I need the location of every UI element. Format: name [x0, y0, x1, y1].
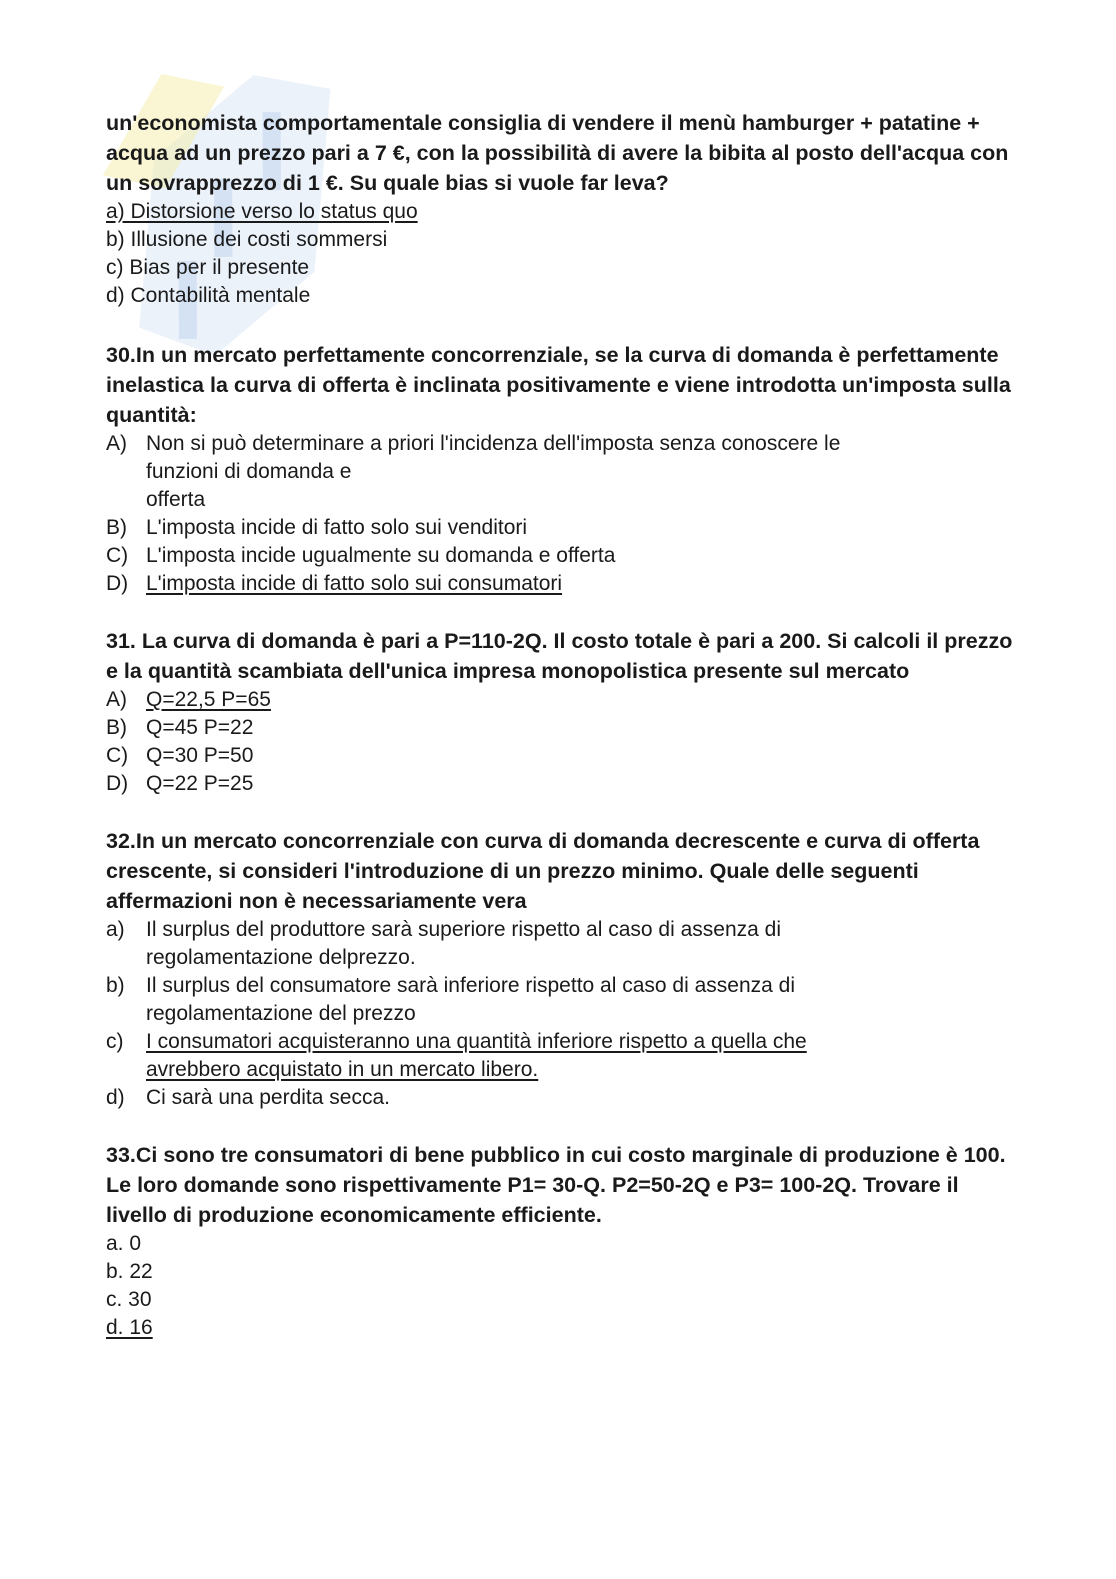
option-a: a. 0 — [106, 1232, 142, 1255]
option-c: c. 30 — [106, 1288, 152, 1311]
option-line: Il surplus del produttore sarà superiore rispetto al caso di assenza di — [146, 918, 782, 941]
option-d: d) Contabilità mentale — [106, 284, 311, 307]
option-text — [146, 1028, 1016, 1084]
option-marker: a) — [106, 918, 125, 941]
option-text: Ci sarà una perdita secca. — [146, 1086, 390, 1109]
option-text: L'imposta incide di fatto solo sui venditori — [146, 516, 528, 539]
option-marker: A) — [106, 688, 127, 711]
option-a-correct — [106, 686, 1016, 714]
options-list — [106, 1230, 1016, 1342]
option-b — [106, 514, 1016, 542]
option-b: b. 22 — [106, 1260, 153, 1283]
question-text: un'economista comportamentale consiglia di vendere il menù hamburger + patatine + acqua ad un prezzo pari a 7 €, con la possibilità di avere la bibita al posto dell'acqua con un sovrapprezzo di 1 €. Su quale bias si vuole far leva? — [106, 111, 1009, 195]
option-text: Q=22,5 P=65 — [146, 688, 271, 711]
option-b — [106, 714, 1016, 742]
option-b — [106, 972, 1016, 1028]
option-marker: b) — [106, 974, 125, 997]
option-line: regolamentazione delprezzo. — [146, 946, 416, 969]
question-text: 30.In un mercato perfettamente concorrenziale, se la curva di domanda è perfettamente inelastica la curva di offerta è inclinata positivamente e viene introdotta un'imposta sulla quantità: — [106, 343, 1011, 427]
question-text: 33.Ci sono tre consumatori di bene pubblico in cui costo marginale di produzione è 100. Le loro domande sono rispettivamente P1= 30-Q. P2=50-2Q e P3= 100-2Q. Trovare il livello di produzione economicamente efficiente. — [106, 1143, 1006, 1227]
options-list — [106, 198, 1016, 310]
question-32 — [106, 826, 1016, 1112]
option-c — [106, 542, 1016, 570]
option-text — [146, 916, 1016, 972]
option-c — [106, 742, 1016, 770]
question-31 — [106, 626, 1016, 798]
option-d-correct — [106, 570, 1016, 598]
question-text: 32.In un mercato concorrenziale con curva di domanda decrescente e curva di offerta crescente, si consideri l'introduzione di un prezzo minimo. Quale delle seguenti affermazioni non è necessariamente vera — [106, 829, 980, 913]
question-30 — [106, 340, 1016, 598]
option-line: avrebbero acquistato in un mercato libero. — [146, 1058, 539, 1081]
options-list — [106, 686, 1016, 798]
option-marker: D) — [106, 572, 129, 595]
option-d — [106, 770, 1016, 798]
option-a — [106, 430, 1016, 514]
question-33 — [106, 1140, 1016, 1342]
option-c-correct — [106, 1028, 1016, 1084]
option-marker: D) — [106, 772, 129, 795]
option-marker: d) — [106, 1086, 125, 1109]
option-line: I consumatori acquisteranno una quantità inferiore rispetto a quella che — [146, 1030, 807, 1053]
option-line: regolamentazione del prezzo — [146, 1002, 416, 1025]
option-text: Q=30 P=50 — [146, 744, 254, 767]
option-marker: C) — [106, 544, 129, 567]
options-list — [106, 430, 1016, 598]
option-text: Q=45 P=22 — [146, 716, 254, 739]
document-page — [106, 108, 1016, 1370]
option-line: Il surplus del consumatore sarà inferiore rispetto al caso di assenza di — [146, 974, 795, 997]
option-text: L'imposta incide ugualmente su domanda e offerta — [146, 544, 616, 567]
option-text: Q=22 P=25 — [146, 772, 254, 795]
option-marker: c) — [106, 1030, 124, 1053]
option-marker: A) — [106, 432, 127, 455]
option-text — [146, 430, 1016, 514]
question-29 — [106, 108, 1016, 310]
option-line: funzioni di domanda e — [146, 460, 352, 483]
option-c: c) Bias per il presente — [106, 256, 310, 279]
option-a — [106, 916, 1016, 972]
option-line: Non si può determinare a priori l'incidenza dell'imposta senza conoscere le — [146, 432, 841, 455]
question-text: 31. La curva di domanda è pari a P=110-2Q. Il costo totale è pari a 200. Si calcoli il prezzo e la quantità scambiata dell'unica impresa monopolistica presente sul mercato — [106, 629, 1013, 683]
options-list — [106, 916, 1016, 1112]
option-b: b) Illusione dei costi sommersi — [106, 228, 388, 251]
option-d-correct: d. 16 — [106, 1316, 153, 1339]
option-line: offerta — [146, 488, 206, 511]
option-marker: B) — [106, 716, 127, 739]
option-marker: C) — [106, 744, 129, 767]
option-marker: B) — [106, 516, 127, 539]
option-text: L'imposta incide di fatto solo sui consumatori — [146, 572, 563, 595]
option-d — [106, 1084, 1016, 1112]
option-a-correct: a) Distorsione verso lo status quo — [106, 200, 418, 223]
option-text — [146, 972, 1016, 1028]
